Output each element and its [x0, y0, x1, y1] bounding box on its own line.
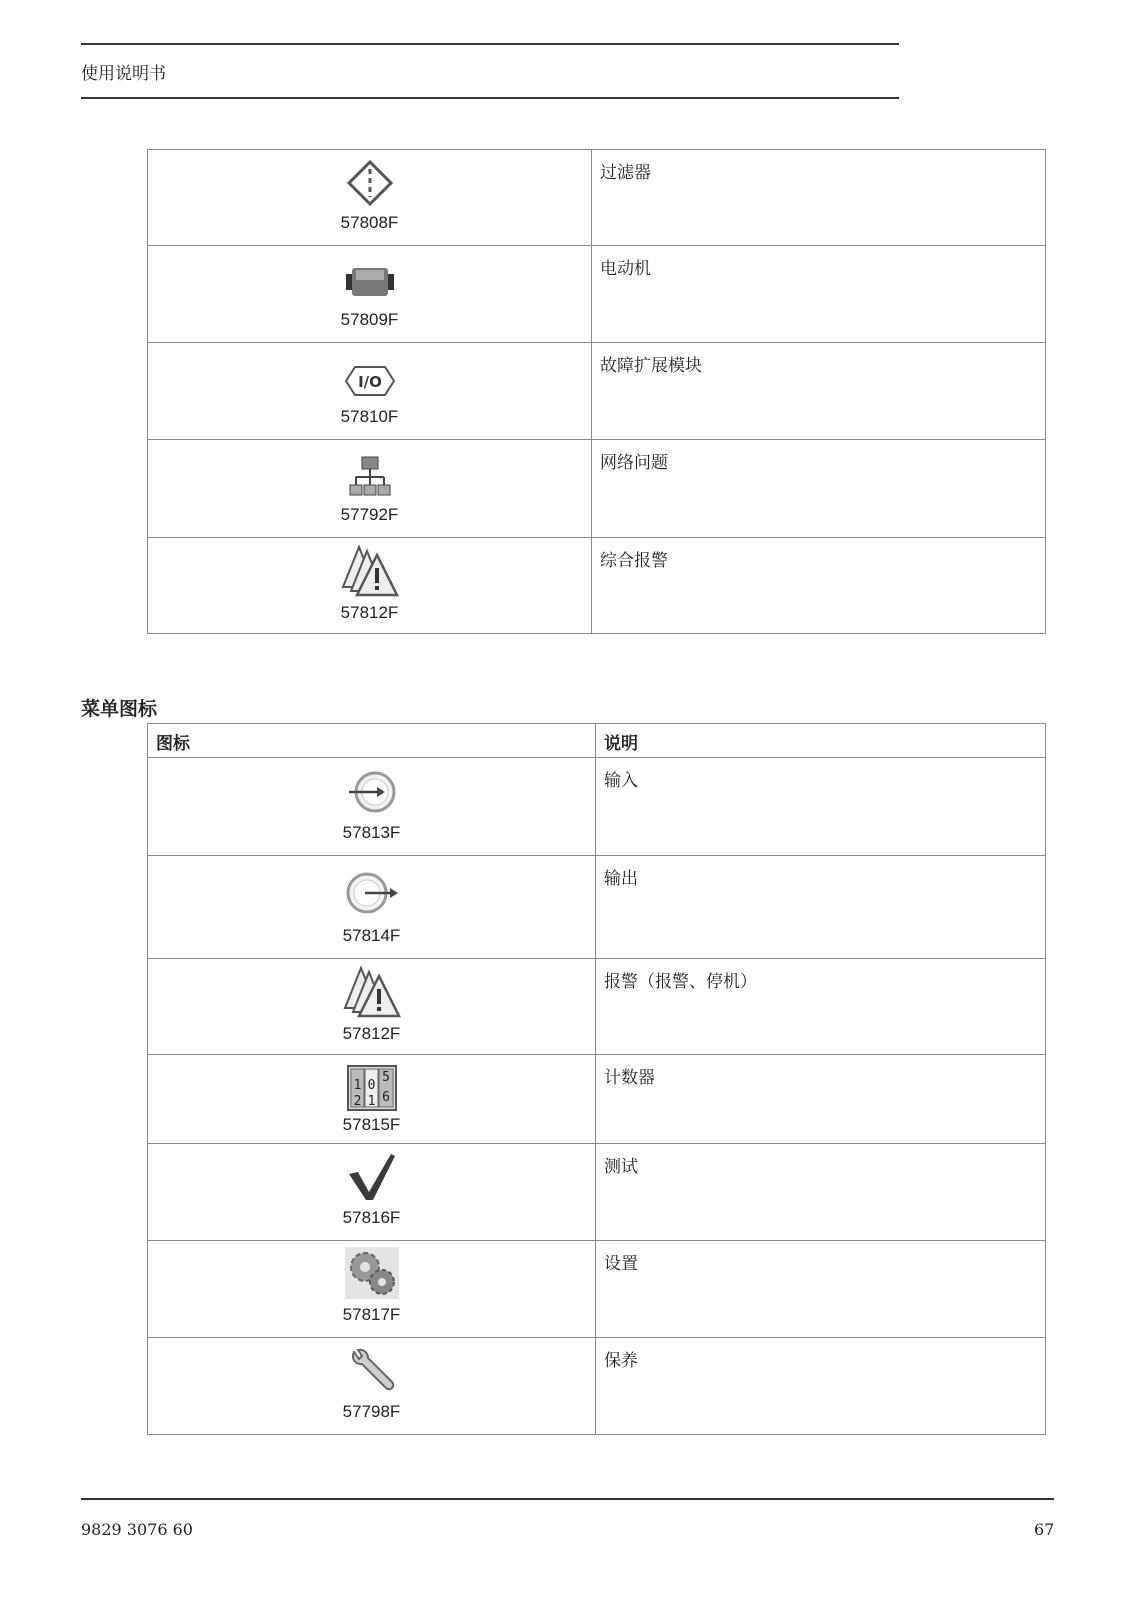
header-title: 使用说明书	[81, 64, 166, 84]
description-cell: 输出	[596, 856, 1046, 959]
menu-icons-table	[147, 723, 1046, 1435]
svg-text:1: 1	[353, 1078, 361, 1093]
header-bottom-rule	[81, 97, 899, 99]
table-row	[148, 1144, 1046, 1241]
description-cell: 测试	[596, 1144, 1046, 1241]
column-header-description: 说明	[596, 724, 1046, 758]
alarm-icon	[343, 964, 401, 1018]
description-cell: 网络问题	[592, 440, 1046, 538]
icon-code: 57808F	[340, 213, 399, 232]
icon-cell	[148, 856, 596, 959]
table-row	[148, 246, 1046, 343]
footer-rule	[81, 1498, 1054, 1500]
svg-text:1: 1	[367, 1094, 375, 1109]
icon-cell	[148, 440, 592, 538]
icon-cell	[148, 246, 592, 343]
table-row	[148, 343, 1046, 440]
description-cell: 输入	[596, 758, 1046, 856]
description-cell: 故障扩展模块	[592, 343, 1046, 440]
column-header-icon: 图标	[148, 724, 596, 758]
icon-code: 57812F	[340, 603, 399, 622]
icon-code: 57815F	[342, 1115, 401, 1134]
table-row	[148, 538, 1046, 634]
svg-text:5: 5	[381, 1070, 390, 1085]
test-check-icon	[347, 1152, 397, 1202]
table-row	[148, 150, 1046, 246]
table-row	[148, 1055, 1046, 1144]
io-module-icon	[343, 361, 397, 401]
icon-code: 57813F	[342, 823, 401, 842]
page-number: 67	[1034, 1520, 1055, 1539]
counter-icon	[347, 1065, 397, 1111]
svg-text:I/O: I/O	[357, 373, 382, 391]
wrench-icon	[348, 1348, 396, 1396]
icon-code: 57817F	[342, 1305, 401, 1324]
svg-text:0: 0	[367, 1078, 375, 1093]
description-cell: 报警（报警、停机）	[596, 959, 1046, 1055]
document-number: 9829 3076 60	[81, 1520, 193, 1539]
status-icons-table	[147, 149, 1046, 634]
output-icon	[345, 870, 399, 916]
table-row	[148, 1241, 1046, 1338]
icon-cell	[148, 758, 596, 856]
general-alarm-icon	[341, 543, 399, 597]
table-row	[148, 1338, 1046, 1435]
section-title: 菜单图标	[81, 698, 158, 720]
network-icon	[348, 455, 392, 499]
svg-text:6: 6	[381, 1090, 390, 1105]
filter-diamond-icon	[346, 159, 394, 207]
icon-cell	[148, 959, 596, 1055]
icon-code: 57809F	[340, 310, 399, 329]
icon-cell	[148, 1055, 596, 1144]
svg-text:2: 2	[353, 1094, 361, 1109]
input-icon	[347, 769, 397, 815]
table-row	[148, 440, 1046, 538]
icon-cell	[148, 150, 592, 246]
description-cell: 过滤器	[592, 150, 1046, 246]
table-row	[148, 758, 1046, 856]
icon-cell	[148, 1241, 596, 1338]
icon-code: 57816F	[342, 1208, 401, 1227]
icon-cell	[148, 1144, 596, 1241]
table-row	[148, 959, 1046, 1055]
header-top-rule	[81, 43, 899, 45]
motor-icon	[344, 264, 396, 300]
settings-gear-icon	[345, 1247, 399, 1299]
icon-code: 57792F	[340, 505, 399, 524]
description-cell: 设置	[596, 1241, 1046, 1338]
icon-code: 57798F	[342, 1402, 401, 1421]
icon-code: 57812F	[342, 1024, 401, 1043]
table-header-row	[148, 724, 1046, 758]
icon-code: 57810F	[340, 407, 399, 426]
icon-cell	[148, 1338, 596, 1435]
table-row	[148, 856, 1046, 959]
description-cell: 保养	[596, 1338, 1046, 1435]
icon-code: 57814F	[342, 926, 401, 945]
description-cell: 综合报警	[592, 538, 1046, 634]
icon-cell	[148, 538, 592, 634]
icon-cell	[148, 343, 592, 440]
description-cell: 计数器	[596, 1055, 1046, 1144]
description-cell: 电动机	[592, 246, 1046, 343]
